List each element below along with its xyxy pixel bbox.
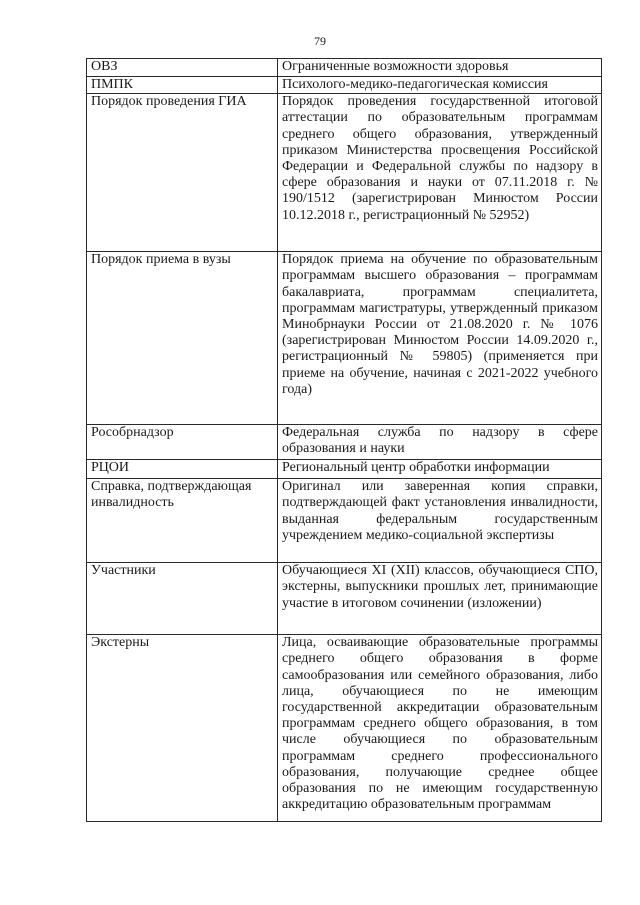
abbreviations-table <box>86 58 602 822</box>
term-cell: ОВЗ <box>87 59 278 77</box>
definition-cell: Порядок приема на обучение по образовательным программам высшего образования – программам бакалавриата, программам специалитета, программам магистратуры, утвержденный приказом Минобрнауки России от 21.08.2020 г. № 1076 (зарегистрирован Минюстом России 14.09.2020 г., регистрационный № 59805) (применяется при приеме на обучение, начиная с 2021-2022 учебного года) <box>278 252 602 425</box>
page-number: 79 <box>314 34 326 48</box>
term-cell: Экстерны <box>87 635 278 822</box>
table-row <box>87 252 602 425</box>
definition-cell: Психолого-медико-педагогическая комиссия <box>278 77 602 94</box>
definition-cell: Ограниченные возможности здоровья <box>278 59 602 77</box>
definition-cell: Федеральная служба по надзору в сфере образования и науки <box>278 425 602 460</box>
table-row <box>87 94 602 252</box>
term-cell: Справка, подтверждающая инвалидность <box>87 479 278 563</box>
term-cell: Участники <box>87 563 278 635</box>
term-cell: Порядок приема в вузы <box>87 252 278 425</box>
table-row <box>87 460 602 479</box>
table-row <box>87 59 602 77</box>
definition-cell: Обучающиеся XI (XII) классов, обучающиеся СПО, экстерны, выпускники прошлых лет, принимающие участие в итоговом сочинении (изложении) <box>278 563 602 635</box>
term-cell: ПМПК <box>87 77 278 94</box>
table-row <box>87 563 602 635</box>
term-cell: Порядок проведения ГИА <box>87 94 278 252</box>
term-cell: Рособрнадзор <box>87 425 278 460</box>
table-row <box>87 77 602 94</box>
definition-cell: Лица, осваивающие образовательные программы среднего общего образования в форме самообразования или семейного образования, либо лица, обучающиеся по не имеющим государственной аккредитации образовательным программам среднего общего образования, в том числе обучающиеся по образовательным программам среднего профессионального образования, получающие среднее общее образования по не имеющим государственную аккредитацию образовательным программам <box>278 635 602 822</box>
table-row <box>87 635 602 822</box>
term-cell: РЦОИ <box>87 460 278 479</box>
table-row <box>87 425 602 460</box>
definition-cell: Оригинал или заверенная копия справки, подтверждающей факт установления инвалидности, выданная федеральным государственным учреждением медико-социальной экспертизы <box>278 479 602 563</box>
definition-cell: Порядок проведения государственной итоговой аттестации по образовательным программам среднего общего образования, утвержденный приказом Министерства просвещения Российской Федерации и Федеральной службы по надзору в сфере образования и науки от 07.11.2018 г. № 190/1512 (зарегистрирован Минюстом России 10.12.2018 г., регистрационный № 52952) <box>278 94 602 252</box>
definition-cell: Региональный центр обработки информации <box>278 460 602 479</box>
table-row <box>87 479 602 563</box>
